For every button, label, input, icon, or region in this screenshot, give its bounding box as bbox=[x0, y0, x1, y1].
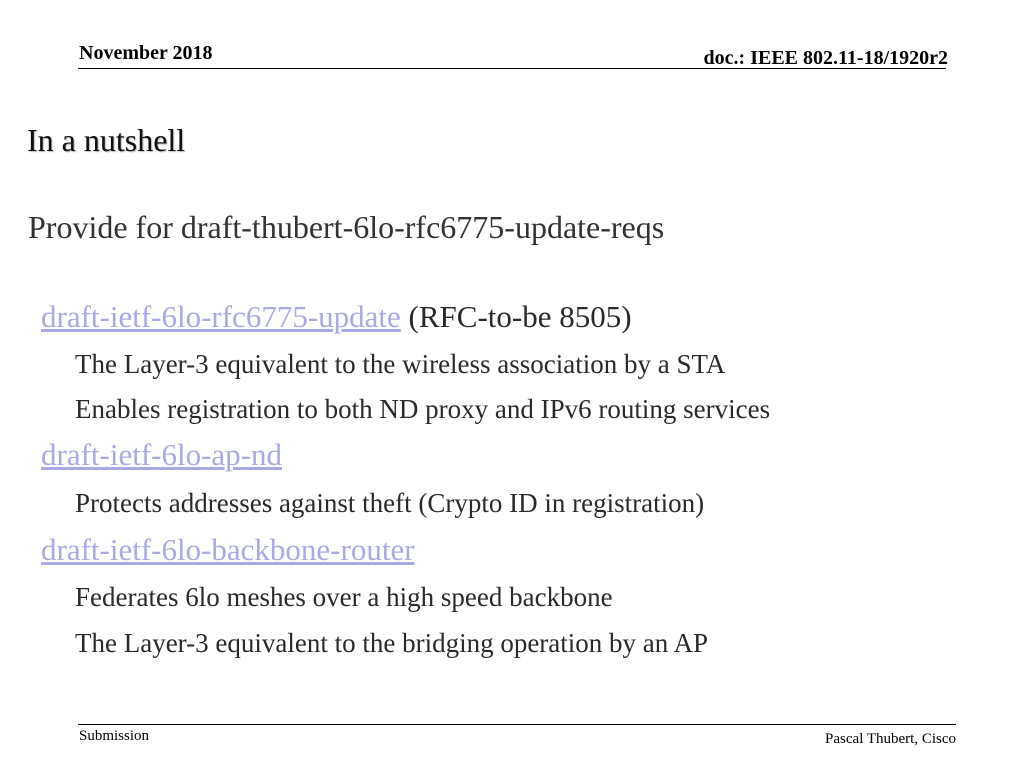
footer-submission: Submission bbox=[79, 728, 150, 744]
sub-bullet-item: Federates 6lo meshes over a high speed backbone bbox=[75, 582, 613, 612]
header-divider bbox=[78, 68, 946, 69]
footer-author: Pascal Thubert, Cisco bbox=[825, 731, 956, 747]
slide-title: In a nutshell bbox=[27, 122, 186, 158]
bullet-item-rfc6775-update bbox=[41, 299, 632, 335]
sub-bullet-item: The Layer-3 equivalent to the wireless association by a STA bbox=[75, 349, 726, 379]
bullet-suffix: (RFC-to-be 8505) bbox=[400, 299, 632, 334]
link-draft-ietf-6lo-ap-nd[interactable]: draft-ietf-6lo-ap-nd bbox=[41, 437, 282, 472]
sub-bullet-item: Protects addresses against theft (Crypto ID in registration) bbox=[75, 488, 705, 518]
link-draft-ietf-6lo-rfc6775-update[interactable]: draft-ietf-6lo-rfc6775-update bbox=[41, 299, 401, 334]
header-doc-id: doc.: IEEE 802.11-18/1920r2 bbox=[703, 47, 948, 69]
footer-divider bbox=[78, 724, 956, 725]
bullet-item-backbone-router bbox=[41, 532, 415, 568]
slide-subtitle: Provide for draft-thubert-6lo-rfc6775-update-reqs bbox=[28, 209, 665, 245]
header-date: November 2018 bbox=[79, 42, 213, 64]
link-draft-ietf-6lo-backbone-router[interactable]: draft-ietf-6lo-backbone-router bbox=[41, 532, 415, 567]
sub-bullet-item: Enables registration to both ND proxy and IPv6 routing services bbox=[75, 394, 771, 424]
sub-bullet-item: The Layer-3 equivalent to the bridging operation by an AP bbox=[75, 628, 709, 658]
bullet-item-ap-nd bbox=[41, 437, 282, 473]
